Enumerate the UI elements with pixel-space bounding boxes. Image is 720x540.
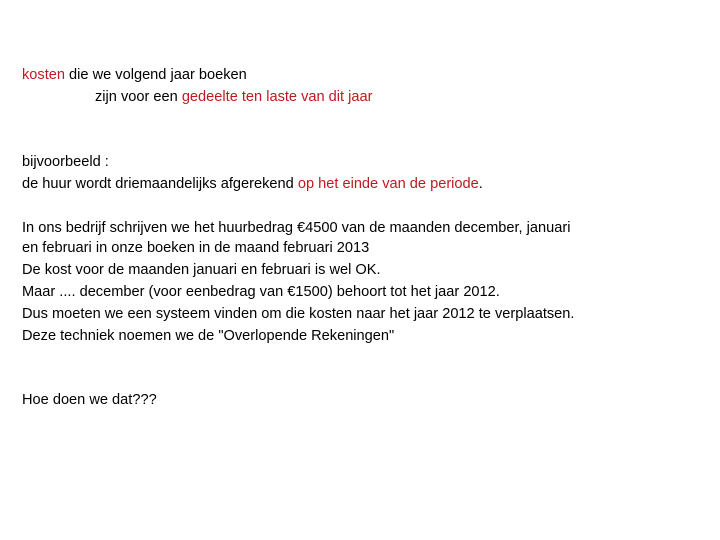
- example-heading: bijvoorbeeld :: [22, 154, 109, 170]
- kosten-highlight: kosten: [22, 67, 65, 83]
- intro-line-2-text: zijn voor een: [95, 89, 182, 105]
- intro-line-1: [22, 66, 247, 84]
- paragraph-line-6: Deze techniek noemen we de "Overlopende Rekeningen": [22, 328, 395, 344]
- intro-line-2: [95, 88, 372, 106]
- paragraph-line-4: Maar .... december (voor eenbedrag van €1500) behoort tot het jaar 2012.: [22, 284, 500, 300]
- question: Hoe doen we dat???: [22, 392, 157, 408]
- example-line-end: .: [478, 176, 483, 192]
- periode-highlight: op het einde van de periode: [297, 176, 479, 192]
- paragraph-line-5: Dus moeten we een systeem vinden om die kosten naar het jaar 2012 te verplaatsen.: [22, 306, 575, 322]
- paragraph-line-3: De kost voor de maanden januari en februari is wel OK.: [22, 262, 381, 278]
- example-line-text: de huur wordt driemaandelijks afgerekend: [22, 176, 298, 192]
- paragraph-line-1: In ons bedrijf schrijven we het huurbedrag €4500 van de maanden december, januari: [22, 220, 571, 236]
- paragraph-line-2: en februari in onze boeken in de maand februari 2013: [22, 240, 370, 256]
- intro-line-1-text: die we volgend jaar boeken: [65, 67, 247, 83]
- gedeelte-highlight: gedeelte ten laste van dit jaar: [181, 89, 373, 105]
- example-line: [22, 175, 483, 193]
